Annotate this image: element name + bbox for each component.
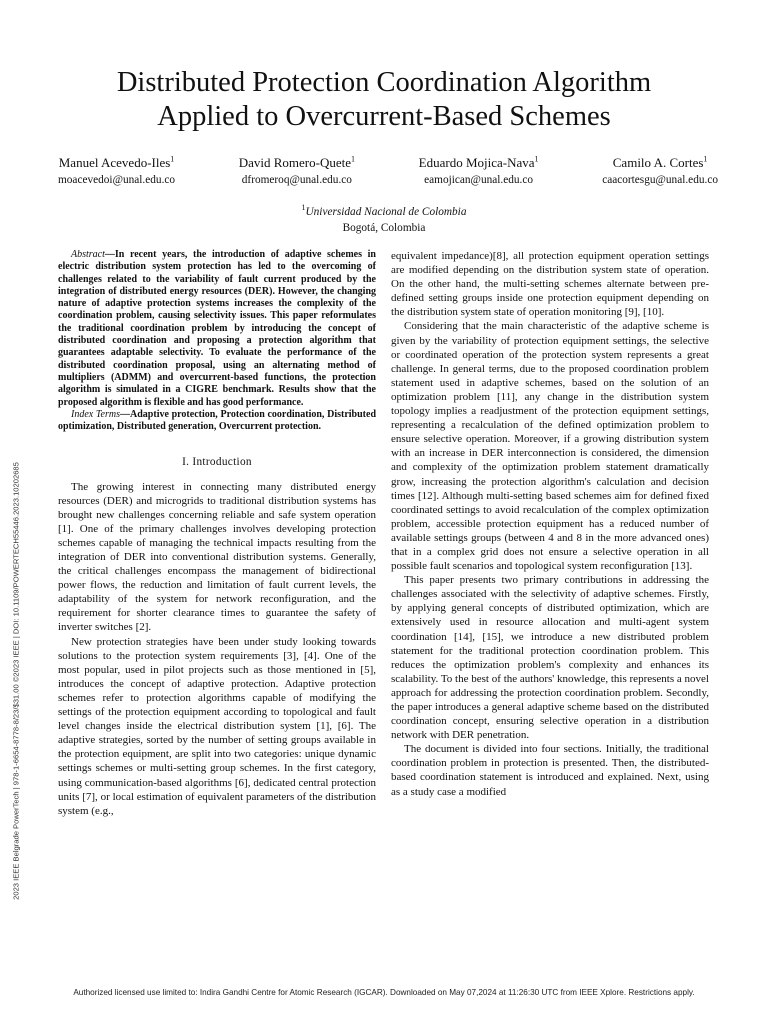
author-email: caacortesgu@unal.edu.co (602, 174, 718, 186)
author-name: Camilo A. Cortes (612, 155, 704, 170)
doi-sidebar (10, 408, 22, 954)
author-name: Eduardo Mojica-Nava (418, 155, 535, 170)
author-affil-mark: 1 (170, 154, 175, 164)
doi-sidebar-text: 2023 IEEE Belgrade PowerTech | 978-1-6654-8778-8/23/$31.00 ©2023 IEEE | DOI: 10.1109/POWERTECH55446.2023.10202685 (11, 462, 21, 900)
index-terms-label: Index Terms (71, 408, 121, 420)
author-affil-mark: 1 (534, 154, 539, 164)
author-name: David Romero-Quete (238, 155, 351, 170)
title-line-2: Applied to Overcurrent-Based Schemes (157, 101, 611, 132)
abstract (58, 249, 376, 409)
affil-mark: 1 (301, 203, 306, 213)
affil-city: Bogotá, Colombia (342, 222, 426, 234)
abstract-text: —In recent years, the introduction of adaptive schemes in electric distribution system protection has led to the overcoming of challenges related to the variability of fault current produced by the integration of distributed energy resources (DER). However, the changing nature of adaptive protection systems increases the complexity of the coordination problem, causing selectivity issues. This paper reformulates the traditional coordination problem by introducing the concept of distributed coordination and proposing a protection algorithm that guarantees adaptable selectivity. To evaluate the performance of the distributed coordination proposal, using an alternating method of multipliers (ADMM) and overcurrent-based functions, the protection algorithm is simulated in a CIGRE benchmark. Results show that the proposed algorithm is flexible and has good performance. (58, 249, 376, 408)
paper-title (60, 66, 708, 134)
author-list (58, 154, 718, 188)
left-column (58, 249, 376, 818)
index-terms (58, 409, 376, 434)
body-paragraph: The growing interest in connecting many distributed energy resources (DER) and microgrids to traditional distribution systems has brought new challenges concerning reliable and safe system operation [1]. One of the primary challenges involves developing protection schemes capable of managing the technical impacts resulting from the integration of DER into conventional distribution systems. Generally, the critical challenges encompass the management of bidirectional power flows, the reduction and limitation of fault current levels, the adaptability of the system for network reconfiguration, and the requirement for shorter clearance times to guarantee the safety of inverter switches [2]. (58, 480, 376, 634)
license-footer: Authorized licensed use limited to: Indira Gandhi Centre for Atomic Research (IGCAR). Downloaded on May 07,2024 at 11:26:30 UTC from IEEE Xplore. Restrictions apply. (73, 988, 695, 997)
body-paragraph: This paper presents two primary contributions in addressing the challenges associated with the selectivity of adaptive schemes. Firstly, by applying general concepts of distributed optimization, which are extensively used in resource allocation and multi-agent system coordination [14], [15], we introduce a new distributed problem statement for the traditional protection coordination problem. This reduces the optimization problem's complexity and enhances its scalability. To the best of the authors' knowledge, this represents a novel approach for addressing the protection coordination problem. Secondly, the paper introduces a general adaptive scheme based on the distributed coordination concept, ensuring selective operation in a distribution network with DER penetration. (391, 574, 709, 742)
author-block (239, 154, 355, 188)
institution: Universidad Nacional de Colombia (305, 206, 467, 218)
author-name: Manuel Acevedo-Iles (58, 155, 171, 170)
title-line-1: Distributed Protection Coordination Algorithm (116, 67, 652, 98)
abstract-label: Abstract (71, 249, 105, 260)
author-affil-mark: 1 (351, 154, 355, 164)
author-block (419, 154, 539, 188)
body-paragraph: equivalent impedance)[8], all protection equipment operation settings are modified depending on the distribution system state of operation. On the other hand, the multi-setting schemes alternate between pre-defined setting groups inside one protection equipment depending on the distribution system state of operation monitoring [9], [10]. (391, 250, 709, 319)
index-terms-text: —Adaptive protection, Protection coordination, Distributed optimization, Distributed generation, Overcurrent protection. (58, 408, 377, 433)
affiliation (0, 204, 768, 236)
body-paragraph: New protection strategies have been under study looking towards solutions to the protection system requirements [3], [4]. One of the most popular, used in pilot projects such as those mentioned in [5], introduces the concept of adaptive protection. Adaptive protection schemes refer to protection algorithms capable of modifying the settings of the protection equipment according to topological and fault level changes inside the electrical distribution system [1], [6]. The adaptive strategies, sorted by the number of setting groups available in the protection equipment, are split into two categories: unique dynamic settings schemes or multi-setting group schemes. In the first category, using communication-based algorithms [6], dedicated central protection units [7], or local estimation of equivalent parameters of the distribution system (e.g., (58, 635, 376, 817)
author-email: moacevedoi@unal.edu.co (58, 174, 176, 186)
author-affil-mark: 1 (703, 154, 708, 164)
body-paragraph: Considering that the main characteristic of the adaptive scheme is given by the variability of protection equipment settings, the selective or coordinated operation of the protection system represents a great challenge. In general terms, due to the proposed coordination problem statement used in adaptive schemes, based on the solution of an optimization problem [11], any change in the distribution system topology implies a readjustment of the protection equipment settings, representing a recalculation of the defined optimization problem to ensure selective operation. Moreover, if a growing distribution system with an increase in DER interconnection is considered, the dimension and complexity of the optimization problem statement dramatically grow, increasing the protection algorithm's calculation and decision times [12]. Although multi-setting based schemes aim for defined fixed coordinated settings to avoid recalculation of the complex optimization problem, accessible protection equipment has a reduced number of available settings groups (between 4 and 8 in the more advanced ones) that in a complex grid does not ensure a selective operation in all possible fault scenarios and topological system reconfiguration [13]. (391, 320, 709, 573)
author-block (602, 154, 718, 188)
author-block (58, 154, 175, 188)
body-paragraph: The document is divided into four sections. Initially, the traditional coordination problem in protection is presented. Then, the distributed-based coordination statement is introduced and explained. Next, using as a study case a modified (391, 743, 709, 798)
section-heading: I. Introduction (182, 456, 252, 469)
right-column (391, 249, 709, 799)
author-email: dfromeroq@unal.edu.co (241, 174, 352, 186)
author-email: eamojican@unal.edu.co (424, 174, 534, 186)
